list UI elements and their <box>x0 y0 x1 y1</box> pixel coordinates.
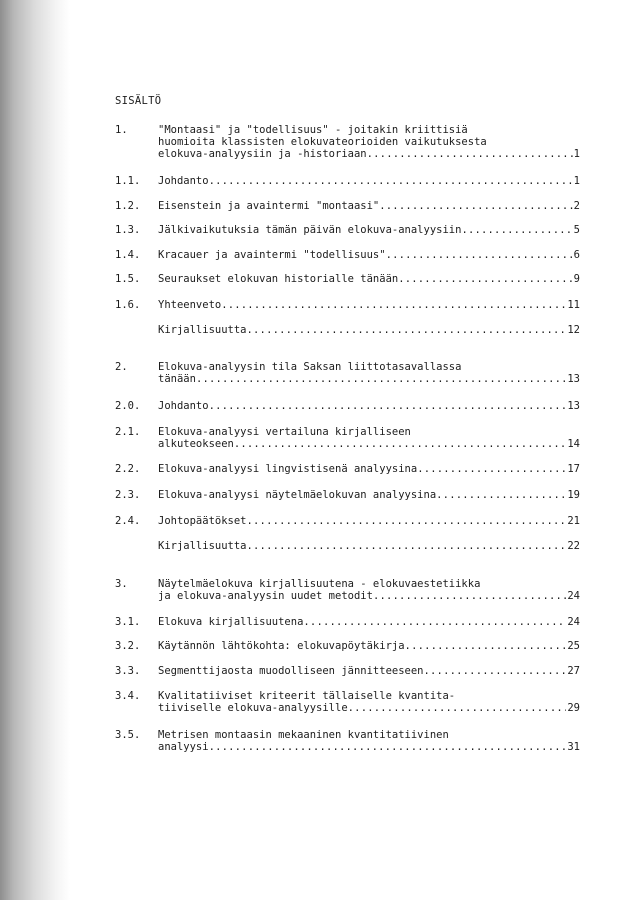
toc-entry-title: analyysi <box>158 741 209 753</box>
toc-entry-page: 14 <box>567 438 580 450</box>
toc-entry-page: 22 <box>567 540 580 552</box>
dot-leader <box>373 590 566 602</box>
toc-entry-number: 3.4. <box>115 690 141 702</box>
dot-leader <box>424 665 567 677</box>
toc-entry-line <box>158 224 580 236</box>
dot-leader <box>209 400 567 412</box>
toc-entry-page: 1 <box>573 175 580 187</box>
toc-entry-line <box>158 690 580 702</box>
toc-entry-line <box>158 702 580 714</box>
toc-entry-line <box>158 741 580 753</box>
toc-entry-title: Elokuva kirjallisuutena <box>158 616 304 628</box>
toc-entry-page: 29 <box>567 702 580 714</box>
dot-leader <box>209 175 573 187</box>
toc-entry-title: Elokuva-analyysi näytelmäelokuvan analyysina <box>158 489 437 501</box>
toc-entry-line <box>158 489 580 501</box>
toc-entry-title: Elokuva-analyysin tila Saksan liittotasavallassa <box>158 361 462 373</box>
toc-entry-number: 1.3. <box>115 224 141 236</box>
toc-entry-number: 1.1. <box>115 175 141 187</box>
dot-leader <box>417 463 566 475</box>
dot-leader <box>461 224 572 236</box>
toc-entry-title: huomioita klassisten elokuvateorioiden vaikutuksesta <box>158 136 487 148</box>
dot-leader <box>247 515 567 527</box>
toc-entry-title: Käytännön lähtökohta: elokuvapöytäkirja <box>158 640 405 652</box>
dot-leader <box>379 200 572 212</box>
toc-entry-page: 25 <box>567 640 580 652</box>
toc-entry-line <box>158 463 580 475</box>
toc-entry-title: Jälkivaikutuksia tämän päivän elokuva-analyysiin <box>158 224 462 236</box>
toc-entry-line <box>158 249 580 261</box>
toc-entry-page: 27 <box>567 665 580 677</box>
toc-entry-title: Elokuva-analyysi vertailuna kirjalliseen <box>158 426 411 438</box>
toc-entry-page: 11 <box>567 299 580 311</box>
toc-entry-line <box>158 438 580 450</box>
page-title: SISÄLTÖ <box>115 95 162 107</box>
toc-entry-line <box>158 175 580 187</box>
toc-entry-line <box>158 515 580 527</box>
toc-entry-number: 3.5. <box>115 729 141 741</box>
toc-entry-title: Metrisen montaasin mekaaninen kvantitatiivinen <box>158 729 449 741</box>
toc-entry-page: 24 <box>567 590 580 602</box>
dot-leader <box>386 249 573 261</box>
toc-entry-page: 19 <box>567 489 580 501</box>
toc-entry-page: 24 <box>567 616 580 628</box>
dot-leader <box>436 489 566 501</box>
toc-entry-line <box>158 299 580 311</box>
toc-entry-title: Kracauer ja avaintermi "todellisuus" <box>158 249 386 261</box>
toc-entry-page: 21 <box>567 515 580 527</box>
toc-entry-line <box>158 426 580 438</box>
toc-entry-line <box>158 665 580 677</box>
dot-leader <box>247 324 567 336</box>
toc-entry-title: Eisenstein ja avaintermi "montaasi" <box>158 200 380 212</box>
toc-entry-page: 9 <box>573 273 580 285</box>
toc-entry-number: 2.2. <box>115 463 141 475</box>
dot-leader <box>221 299 566 311</box>
toc-entry-page: 31 <box>567 741 580 753</box>
toc-entry-title: "Montaasi" ja "todellisuus" - joitakin kriittisiä <box>158 124 468 136</box>
toc-entry-number: 1.5. <box>115 273 141 285</box>
dot-leader <box>398 273 572 285</box>
toc-entry-title: tänään <box>158 373 196 385</box>
toc-entry-title: elokuva-analyysiin ja -historiaan <box>158 148 367 160</box>
toc-entry-title: alkuteokseen <box>158 438 234 450</box>
toc-entry-number: 1.2. <box>115 200 141 212</box>
dot-leader <box>234 438 566 450</box>
toc-entry-line <box>158 361 580 373</box>
toc-entry-page: 12 <box>567 324 580 336</box>
toc-entry-page: 2 <box>573 200 580 212</box>
toc-entry-page: 13 <box>567 400 580 412</box>
toc-entry-line <box>158 578 580 590</box>
dot-leader <box>196 373 566 385</box>
toc-entry-number: 2.1. <box>115 426 141 438</box>
toc-entry-title: Kirjallisuutta <box>158 324 247 336</box>
dot-leader <box>367 148 573 160</box>
toc-entry-page: 5 <box>573 224 580 236</box>
toc-entry-line <box>158 373 580 385</box>
toc-entry-line <box>158 616 580 628</box>
toc-entry-number: 3.1. <box>115 616 141 628</box>
toc-entry-title: ja elokuva-analyysin uudet metodit <box>158 590 373 602</box>
toc-entry-page: 6 <box>573 249 580 261</box>
toc-entry-number: 2. <box>115 361 128 373</box>
toc-entry-line <box>158 590 580 602</box>
toc-entry-title: Kvalitatiiviset kriteerit tällaiselle kvantita- <box>158 690 456 702</box>
dot-leader <box>405 640 567 652</box>
toc-entry-number: 1.4. <box>115 249 141 261</box>
toc-entry-title: Seuraukset elokuvan historialle tänään <box>158 273 399 285</box>
dot-leader <box>348 702 567 714</box>
toc-entry-line <box>158 729 580 741</box>
toc-entry-page: 1 <box>573 148 580 160</box>
toc-entry-title: Näytelmäelokuva kirjallisuutena - elokuvaestetiikka <box>158 578 481 590</box>
toc-entry-number: 2.3. <box>115 489 141 501</box>
dot-leader <box>303 616 566 628</box>
toc-entry-page: 17 <box>567 463 580 475</box>
toc-entry-title: Yhteenveto <box>158 299 222 311</box>
toc-entry-title: Elokuva-analyysi lingvistisenä analyysina <box>158 463 418 475</box>
toc-entry-number: 1.6. <box>115 299 141 311</box>
toc-entry-title: Kirjallisuutta <box>158 540 247 552</box>
toc-entry-number: 3.3. <box>115 665 141 677</box>
toc-entry-line <box>158 640 580 652</box>
toc-entry-title: Johdanto <box>158 175 209 187</box>
toc-entry-line <box>158 400 580 412</box>
toc-entry-number: 3.2. <box>115 640 141 652</box>
toc-entry-line <box>158 273 580 285</box>
toc-entry-line <box>158 540 580 552</box>
toc-entry-page: 13 <box>567 373 580 385</box>
toc-entry-line <box>158 324 580 336</box>
toc-entry-line <box>158 124 580 136</box>
dot-leader <box>209 741 567 753</box>
toc-entry-title: Johdanto <box>158 400 209 412</box>
toc-entry-number: 1. <box>115 124 128 136</box>
toc-entry-number: 3. <box>115 578 128 590</box>
toc-entry-line <box>158 200 580 212</box>
toc-entry-number: 2.4. <box>115 515 141 527</box>
toc-entry-line <box>158 136 580 148</box>
toc-entry-line <box>158 148 580 160</box>
toc-entry-title: Johtopäätökset <box>158 515 247 527</box>
toc-entry-title: tiiviselle elokuva-analyysille <box>158 702 348 714</box>
toc-entry-number: 2.0. <box>115 400 141 412</box>
toc-entry-title: Segmenttijaosta muodolliseen jännitteeseen <box>158 665 424 677</box>
dot-leader <box>247 540 567 552</box>
